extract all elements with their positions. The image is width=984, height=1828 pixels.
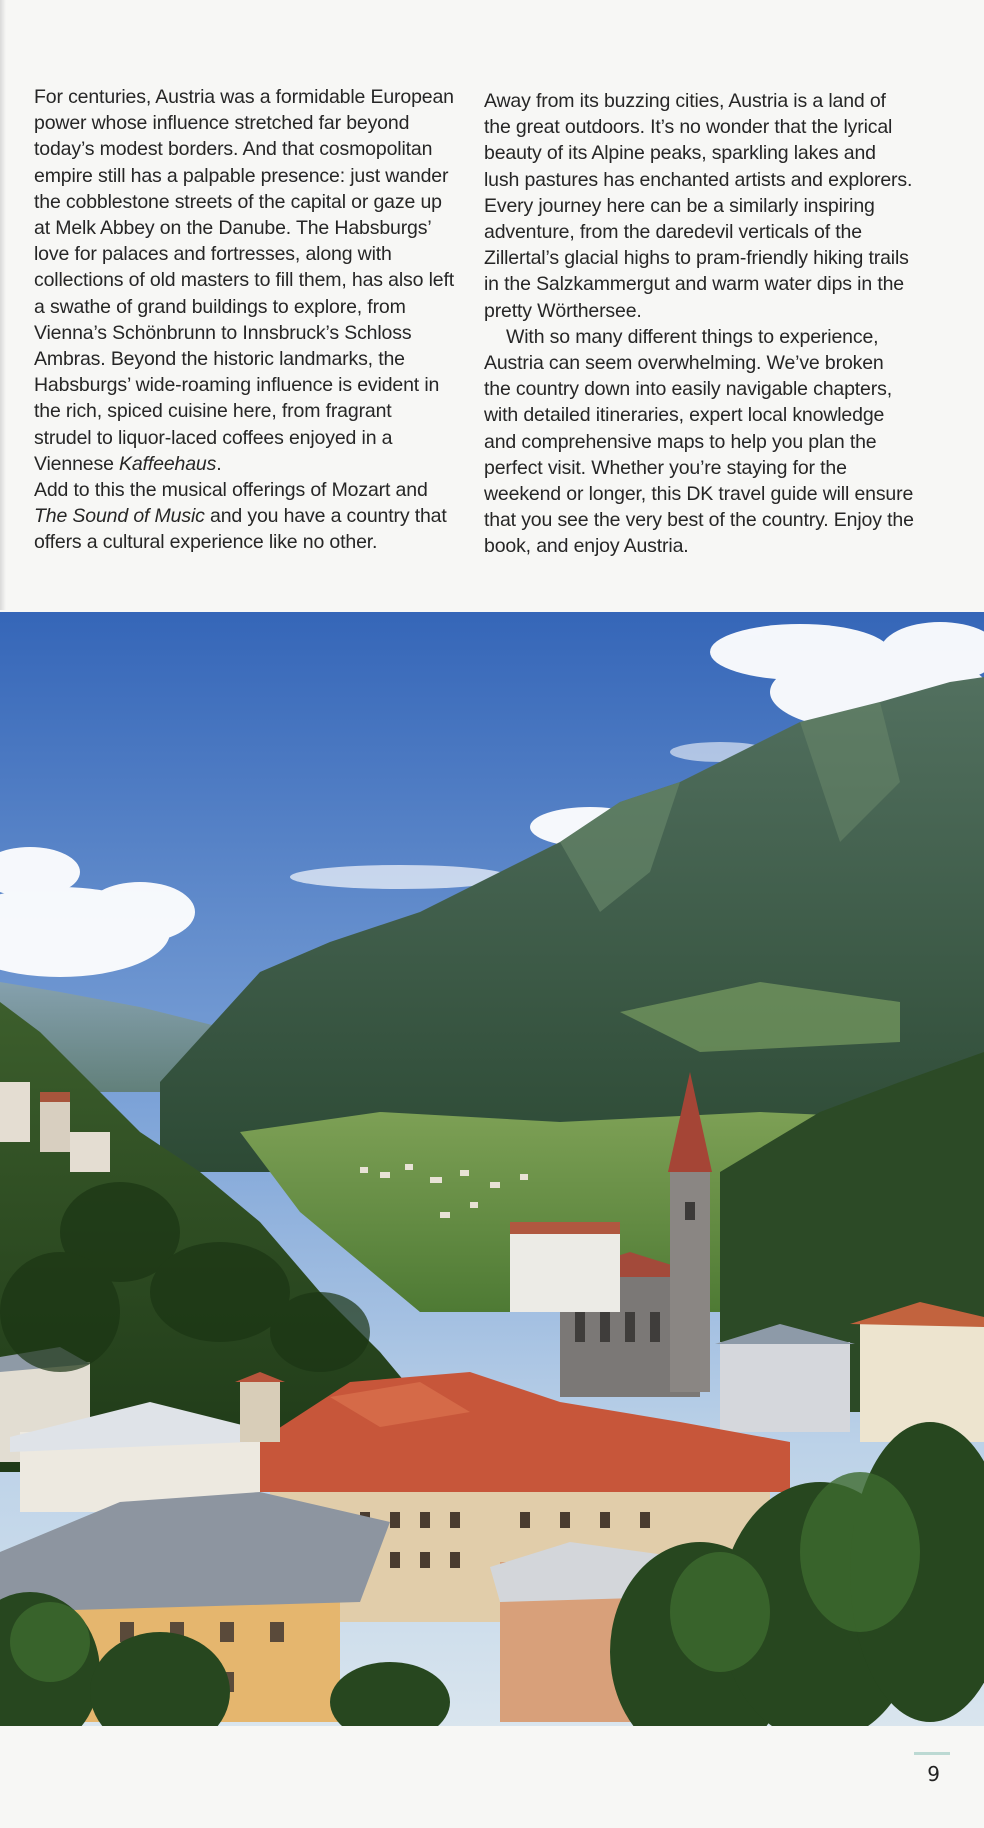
right-paragraph-1: Away from its buzzing cities, Austria is a land of the great outdoors. It’s no wonder that the lyrical beauty of its Alpine peaks, sparkling lakes and lush pastures has enchanted artists and explorers. Every journey here can be a similarly inspiring adventure, from the daredevil verticals of the Zillertal’s glacial highs to pram-friendly hiking trails in the Salzkammergut and warm water dips in the pretty Wörthersee. <box>484 90 913 322</box>
page-number: 9 <box>927 1762 940 1786</box>
photo-illustration <box>0 612 984 1726</box>
left-text-add: Add to this the musical offerings of Mozart and <box>34 479 428 502</box>
left-paragraph-1 <box>34 84 454 477</box>
text-columns <box>34 80 914 580</box>
right-column <box>484 80 914 580</box>
sound-of-music-title: The Sound of Music <box>34 505 205 528</box>
left-text-period: . <box>216 452 222 475</box>
page-number-rule <box>914 1752 950 1755</box>
alpine-town-photo <box>0 612 984 1726</box>
left-text-closing: and you have a country that offers a cultural experience like no other. <box>34 505 447 554</box>
left-paragraph-2 <box>34 477 454 556</box>
left-column <box>34 80 454 580</box>
page-edge-shadow <box>0 0 6 610</box>
kaffeehaus-term: Kaffeehaus <box>119 452 217 475</box>
left-text: For centuries, Austria was a formidable European power whose influence stretched far beyond today’s modest borders. And that cosmopolitan empire still has a palpable presence: just wander the cobblestone streets of the capital or gaze up at Melk Abbey on the Danube. The Habsburgs’ love for palaces and fortresses, along with collections of old masters to fill them, has also left a swathe of grand buildings to explore, from Vienna’s Schönbrunn to Innsbruck’s Schloss Ambras. Beyond the historic landmarks, the Habsburgs’ wide-roaming influence is evident in the rich, spiced cuisine here, from fragrant strudel to liquor-laced coffees enjoyed in a Viennese <box>34 86 455 475</box>
right-paragraph-2: With so many different things to experience, Austria can seem overwhelming. We’ve broken the country down into easily navigable chapters, with detailed itineraries, expert local knowledge and comprehensive maps to help you plan the perfect visit. Whether you’re staying for the weekend or longer, this DK travel guide will ensure that you see the very best of the country. Enjoy the book, and enjoy Austria. <box>484 325 914 558</box>
